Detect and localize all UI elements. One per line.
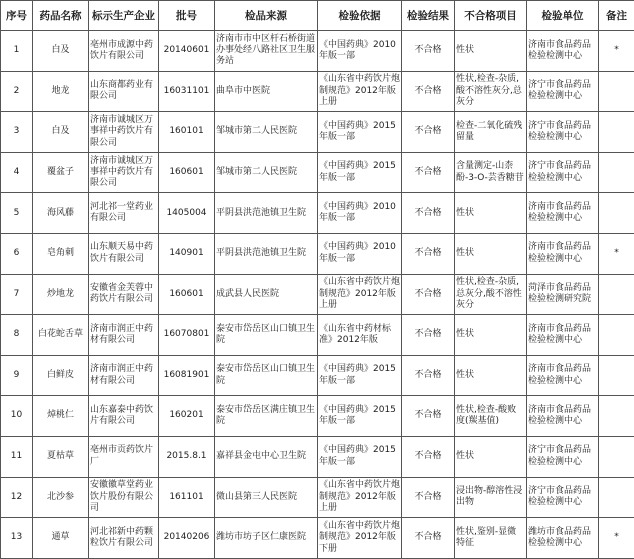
cell-drug-name: 白及	[33, 112, 89, 153]
cell-batch: 160201	[159, 396, 215, 437]
cell-testing-unit: 济宁市食品药品检验检测中心	[527, 436, 599, 477]
cell-basis: 《中国药典》2015年版一部	[318, 355, 402, 396]
cell-no: 10	[1, 396, 33, 437]
cell-drug-name: 白鲜皮	[33, 355, 89, 396]
cell-drug-name: 焯桃仁	[33, 396, 89, 437]
cell-result: 不合格	[402, 355, 455, 396]
cell-sample-source: 曲阜市中医院	[215, 71, 318, 112]
cell-remarks	[599, 274, 634, 315]
cell-basis: 《山东省中药饮片炮制规范》2012年版下册	[318, 518, 402, 559]
cell-result: 不合格	[402, 396, 455, 437]
cell-no: 4	[1, 152, 33, 193]
cell-result: 不合格	[402, 233, 455, 274]
cell-drug-name: 地龙	[33, 71, 89, 112]
table-row	[1, 355, 634, 396]
table-row	[1, 274, 634, 315]
cell-basis: 《中国药典》2015年版一部	[318, 436, 402, 477]
cell-basis: 《中国药典》2010年版一部	[318, 193, 402, 234]
cell-remarks	[599, 193, 634, 234]
cell-drug-name: 北沙参	[33, 477, 89, 518]
cell-batch: 160101	[159, 112, 215, 153]
cell-result: 不合格	[402, 436, 455, 477]
cell-sample-source: 平阴县洪范池镇卫生院	[215, 233, 318, 274]
cell-sample-source: 邹城市第二人民医院	[215, 112, 318, 153]
cell-testing-unit: 潍坊市食品药品检验检测中心	[527, 518, 599, 559]
cell-result: 不合格	[402, 112, 455, 153]
cell-result: 不合格	[402, 518, 455, 559]
cell-result: 不合格	[402, 315, 455, 356]
cell-result: 不合格	[402, 71, 455, 112]
cell-testing-unit: 济南市食品药品检验检测中心	[527, 31, 599, 72]
cell-failed-items: 性状,鉴别-显微特征	[455, 518, 527, 559]
cell-no: 9	[1, 355, 33, 396]
cell-basis: 《中国药典》2010年版一部	[318, 233, 402, 274]
cell-no: 3	[1, 112, 33, 153]
table-row	[1, 518, 634, 559]
cell-testing-unit: 济南市食品药品检验检测中心	[527, 315, 599, 356]
header-row	[1, 1, 634, 31]
table-row	[1, 396, 634, 437]
col-header-batch: 批号	[159, 1, 215, 31]
cell-failed-items: 性状	[455, 315, 527, 356]
cell-remarks	[599, 436, 634, 477]
cell-batch: 16031101	[159, 71, 215, 112]
table-body	[1, 31, 634, 559]
cell-failed-items: 性状	[455, 193, 527, 234]
cell-sample-source: 泰安市岱岳区满庄镇卫生院	[215, 396, 318, 437]
cell-testing-unit: 济南市食品药品检验检测中心	[527, 355, 599, 396]
cell-sample-source: 邹城市第二人民医院	[215, 152, 318, 193]
col-header-drug-name: 药品名称	[33, 1, 89, 31]
cell-drug-name: 皂角刺	[33, 233, 89, 274]
cell-basis: 《山东省中药饮片炮制规范》2012年版上册	[318, 274, 402, 315]
cell-batch: 1405004	[159, 193, 215, 234]
cell-batch: 2015.8.1	[159, 436, 215, 477]
cell-testing-unit: 济南市食品药品检验检测中心	[527, 193, 599, 234]
cell-manufacturer: 济南市诚城区万事祥中药饮片有限公司	[89, 152, 159, 193]
cell-remarks	[599, 315, 634, 356]
cell-sample-source: 平阴县洪范池镇卫生院	[215, 193, 318, 234]
table-row	[1, 193, 634, 234]
cell-no: 7	[1, 274, 33, 315]
cell-no: 1	[1, 31, 33, 72]
cell-drug-name: 夏枯草	[33, 436, 89, 477]
cell-result: 不合格	[402, 477, 455, 518]
cell-basis: 《山东省中药饮片炮制规范》2012年版上册	[318, 71, 402, 112]
cell-remarks	[599, 477, 634, 518]
cell-sample-source: 潍坊市坊子区仁康医院	[215, 518, 318, 559]
cell-remarks: *	[599, 518, 634, 559]
cell-batch: 161101	[159, 477, 215, 518]
col-header-no: 序号	[1, 1, 33, 31]
table-row	[1, 477, 634, 518]
cell-testing-unit: 济宁市食品药品检验检测中心	[527, 152, 599, 193]
cell-remarks	[599, 355, 634, 396]
cell-basis: 《山东省中药饮片炮制规范》2012年版上册	[318, 477, 402, 518]
cell-drug-name: 炒地龙	[33, 274, 89, 315]
cell-testing-unit: 济宁市食品药品检验检测中心	[527, 477, 599, 518]
cell-batch: 160601	[159, 152, 215, 193]
cell-testing-unit: 济宁市食品药品检验检测中心	[527, 112, 599, 153]
cell-result: 不合格	[402, 274, 455, 315]
table-row	[1, 233, 634, 274]
cell-no: 13	[1, 518, 33, 559]
cell-no: 11	[1, 436, 33, 477]
cell-no: 2	[1, 71, 33, 112]
col-header-failed-items: 不合格项目	[455, 1, 527, 31]
cell-sample-source: 微山县第三人民医院	[215, 477, 318, 518]
cell-drug-name: 海风藤	[33, 193, 89, 234]
cell-manufacturer: 河北祁一堂药业有限公司	[89, 193, 159, 234]
cell-sample-source: 泰安市岱岳区山口镇卫生院	[215, 355, 318, 396]
cell-manufacturer: 山东商都药业有限公司	[89, 71, 159, 112]
cell-failed-items: 性状	[455, 436, 527, 477]
cell-manufacturer: 河北祁新中药颗粒饮片有限公司	[89, 518, 159, 559]
col-header-testing-unit: 检验单位	[527, 1, 599, 31]
cell-sample-source: 嘉祥县金屯中心卫生院	[215, 436, 318, 477]
cell-sample-source: 成武县人民医院	[215, 274, 318, 315]
cell-basis: 《中国药典》2010年版一部	[318, 31, 402, 72]
cell-manufacturer: 山东顺天易中药饮片有限公司	[89, 233, 159, 274]
cell-manufacturer: 济南市润正中药材有限公司	[89, 355, 159, 396]
cell-no: 5	[1, 193, 33, 234]
table-row	[1, 152, 634, 193]
cell-failed-items: 检查-二氧化硫残留量	[455, 112, 527, 153]
cell-batch: 20140601	[159, 31, 215, 72]
table-row	[1, 315, 634, 356]
table-row	[1, 31, 634, 72]
cell-drug-name: 通草	[33, 518, 89, 559]
cell-batch: 16070801	[159, 315, 215, 356]
cell-remarks	[599, 152, 634, 193]
cell-remarks: *	[599, 233, 634, 274]
cell-failed-items: 含量测定-山柰酚-3-O-芸香糖苷	[455, 152, 527, 193]
cell-remarks	[599, 112, 634, 153]
cell-manufacturer: 济南市诚城区万事祥中药饮片有限公司	[89, 112, 159, 153]
cell-basis: 《中国药典》2015年版一部	[318, 152, 402, 193]
cell-manufacturer: 亳州市成源中药饮片有限公司	[89, 31, 159, 72]
cell-batch: 160601	[159, 274, 215, 315]
cell-testing-unit: 菏泽市食品药品检验检测研究院	[527, 274, 599, 315]
cell-batch: 20140206	[159, 518, 215, 559]
cell-basis: 《中国药典》2015年版一部	[318, 396, 402, 437]
cell-result: 不合格	[402, 152, 455, 193]
cell-no: 8	[1, 315, 33, 356]
col-header-manufacturer: 标示生产企业	[89, 1, 159, 31]
cell-basis: 《山东省中药材标准》2012年版	[318, 315, 402, 356]
cell-testing-unit: 济宁市食品药品检验检测中心	[527, 71, 599, 112]
cell-manufacturer: 安徽徽草堂药业饮片股份有限公司	[89, 477, 159, 518]
cell-result: 不合格	[402, 31, 455, 72]
cell-remarks	[599, 396, 634, 437]
col-header-result: 检验结果	[402, 1, 455, 31]
cell-testing-unit: 济南市食品药品检验检测中心	[527, 396, 599, 437]
cell-failed-items: 性状,检查-酸败度(羰基值)	[455, 396, 527, 437]
cell-no: 6	[1, 233, 33, 274]
cell-basis: 《中国药典》2015年版一部	[318, 112, 402, 153]
table-row	[1, 436, 634, 477]
cell-drug-name: 覆盆子	[33, 152, 89, 193]
cell-drug-name: 白花蛇舌草	[33, 315, 89, 356]
col-header-remarks: 备注	[599, 1, 634, 31]
cell-manufacturer: 安徽省金芙蓉中药饮片有限公司	[89, 274, 159, 315]
col-header-sample-source: 检品来源	[215, 1, 318, 31]
cell-batch: 16081901	[159, 355, 215, 396]
table-row	[1, 71, 634, 112]
cell-failed-items: 性状	[455, 355, 527, 396]
cell-failed-items: 浸出物-醇溶性浸出物	[455, 477, 527, 518]
cell-result: 不合格	[402, 193, 455, 234]
cell-no: 12	[1, 477, 33, 518]
cell-failed-items: 性状	[455, 31, 527, 72]
cell-batch: 140901	[159, 233, 215, 274]
cell-manufacturer: 亳州市贡药饮片厂	[89, 436, 159, 477]
cell-remarks	[599, 71, 634, 112]
cell-testing-unit: 济南市食品药品检验检测中心	[527, 233, 599, 274]
cell-failed-items: 性状,检查-杂质,酸不溶性灰分,总灰分	[455, 71, 527, 112]
cell-manufacturer: 山东嘉泰中药饮片有限公司	[89, 396, 159, 437]
col-header-basis: 检验依据	[318, 1, 402, 31]
cell-failed-items: 性状,检查-杂质,总灰分,酸不溶性灰分	[455, 274, 527, 315]
cell-failed-items: 性状	[455, 233, 527, 274]
cell-manufacturer: 济南市润正中药材有限公司	[89, 315, 159, 356]
table-row	[1, 112, 634, 153]
cell-drug-name: 白及	[33, 31, 89, 72]
cell-sample-source: 泰安市岱岳区山口镇卫生院	[215, 315, 318, 356]
cell-sample-source: 济南市市中区杆石桥街道办事处经八路社区卫生服务站	[215, 31, 318, 72]
cell-remarks: *	[599, 31, 634, 72]
